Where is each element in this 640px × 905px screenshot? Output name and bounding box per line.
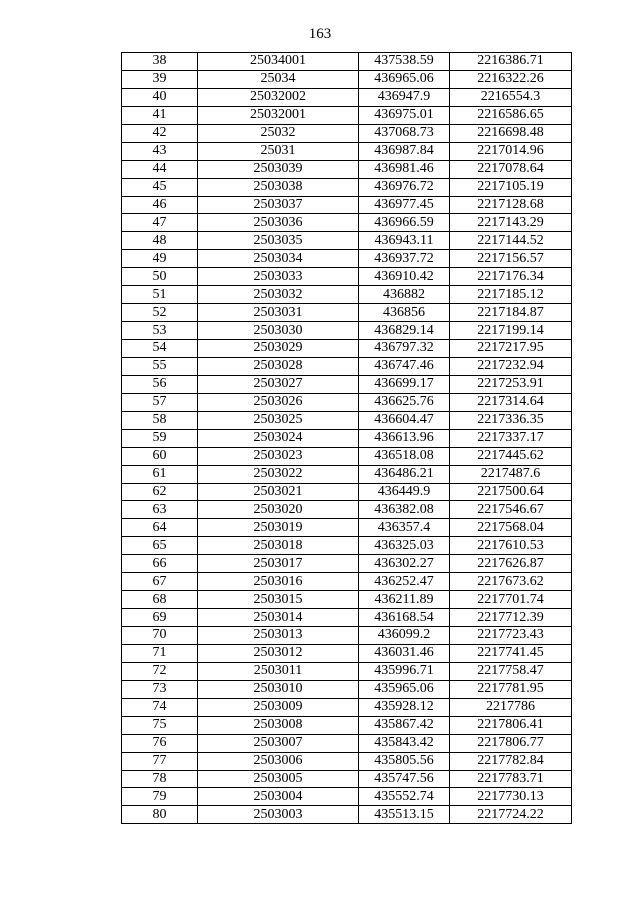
table-row (122, 644, 572, 662)
row-index-cell: 58 (122, 411, 198, 429)
y-coordinate-cell: 2216586.65 (450, 106, 572, 124)
row-index-cell: 51 (122, 286, 198, 304)
point-id-cell: 2503036 (198, 214, 359, 232)
table-row (122, 501, 572, 519)
y-coordinate-cell: 2217253.91 (450, 375, 572, 393)
point-id-cell: 2503020 (198, 501, 359, 519)
x-coordinate-cell: 435843.42 (359, 734, 450, 752)
table-row (122, 770, 572, 788)
row-index-cell: 56 (122, 375, 198, 393)
row-index-cell: 40 (122, 88, 198, 106)
table-row (122, 483, 572, 501)
x-coordinate-cell: 436699.17 (359, 375, 450, 393)
y-coordinate-cell: 2217783.71 (450, 770, 572, 788)
x-coordinate-cell: 436382.08 (359, 501, 450, 519)
row-index-cell: 76 (122, 734, 198, 752)
table-row (122, 124, 572, 142)
point-id-cell: 2503011 (198, 662, 359, 680)
x-coordinate-cell: 436031.46 (359, 644, 450, 662)
table-row (122, 447, 572, 465)
row-index-cell: 44 (122, 160, 198, 178)
y-coordinate-cell: 2217712.39 (450, 609, 572, 627)
row-index-cell: 63 (122, 501, 198, 519)
row-index-cell: 72 (122, 662, 198, 680)
table-row (122, 752, 572, 770)
point-id-cell: 25034 (198, 70, 359, 88)
x-coordinate-cell: 436987.84 (359, 142, 450, 160)
table-row (122, 609, 572, 627)
row-index-cell: 52 (122, 304, 198, 322)
row-index-cell: 46 (122, 196, 198, 214)
table-row (122, 734, 572, 752)
table-row (122, 232, 572, 250)
y-coordinate-cell: 2217144.52 (450, 232, 572, 250)
table-row (122, 250, 572, 268)
x-coordinate-cell: 436252.47 (359, 573, 450, 591)
point-id-cell: 2503031 (198, 304, 359, 322)
point-id-cell: 2503012 (198, 644, 359, 662)
point-id-cell: 2503038 (198, 178, 359, 196)
y-coordinate-cell: 2217730.13 (450, 788, 572, 806)
y-coordinate-cell: 2216554.3 (450, 88, 572, 106)
y-coordinate-cell: 2217176.34 (450, 268, 572, 286)
y-coordinate-cell: 2217786 (450, 698, 572, 716)
point-id-cell: 25034001 (198, 53, 359, 71)
table-row (122, 806, 572, 824)
y-coordinate-cell: 2217610.53 (450, 537, 572, 555)
table-row (122, 788, 572, 806)
coordinates-table-body (122, 53, 572, 824)
point-id-cell: 25032 (198, 124, 359, 142)
row-index-cell: 49 (122, 250, 198, 268)
table-row (122, 555, 572, 573)
x-coordinate-cell: 435965.06 (359, 680, 450, 698)
x-coordinate-cell: 436981.46 (359, 160, 450, 178)
x-coordinate-cell: 436975.01 (359, 106, 450, 124)
row-index-cell: 73 (122, 680, 198, 698)
table-row (122, 322, 572, 340)
x-coordinate-cell: 436302.27 (359, 555, 450, 573)
table-row (122, 88, 572, 106)
x-coordinate-cell: 436625.76 (359, 393, 450, 411)
x-coordinate-cell: 436943.11 (359, 232, 450, 250)
y-coordinate-cell: 2217626.87 (450, 555, 572, 573)
table-row (122, 411, 572, 429)
x-coordinate-cell: 436977.45 (359, 196, 450, 214)
table-row (122, 591, 572, 609)
point-id-cell: 2503021 (198, 483, 359, 501)
table-row (122, 698, 572, 716)
point-id-cell: 2503010 (198, 680, 359, 698)
y-coordinate-cell: 2217184.87 (450, 304, 572, 322)
point-id-cell: 25032002 (198, 88, 359, 106)
point-id-cell: 2503004 (198, 788, 359, 806)
x-coordinate-cell: 435928.12 (359, 698, 450, 716)
point-id-cell: 2503008 (198, 716, 359, 734)
point-id-cell: 2503017 (198, 555, 359, 573)
x-coordinate-cell: 436099.2 (359, 627, 450, 645)
point-id-cell: 2503032 (198, 286, 359, 304)
table-row (122, 142, 572, 160)
x-coordinate-cell: 435805.56 (359, 752, 450, 770)
point-id-cell: 2503018 (198, 537, 359, 555)
point-id-cell: 25032001 (198, 106, 359, 124)
row-index-cell: 74 (122, 698, 198, 716)
y-coordinate-cell: 2217781.95 (450, 680, 572, 698)
y-coordinate-cell: 2217128.68 (450, 196, 572, 214)
x-coordinate-cell: 436168.54 (359, 609, 450, 627)
table-row (122, 465, 572, 483)
x-coordinate-cell: 436357.4 (359, 519, 450, 537)
point-id-cell: 2503034 (198, 250, 359, 268)
point-id-cell: 2503009 (198, 698, 359, 716)
y-coordinate-cell: 2217336.35 (450, 411, 572, 429)
row-index-cell: 62 (122, 483, 198, 501)
row-index-cell: 71 (122, 644, 198, 662)
table-row (122, 70, 572, 88)
row-index-cell: 77 (122, 752, 198, 770)
y-coordinate-cell: 2217741.45 (450, 644, 572, 662)
table-row (122, 340, 572, 358)
y-coordinate-cell: 2217185.12 (450, 286, 572, 304)
x-coordinate-cell: 436604.47 (359, 411, 450, 429)
y-coordinate-cell: 2217232.94 (450, 357, 572, 375)
row-index-cell: 42 (122, 124, 198, 142)
x-coordinate-cell: 436797.32 (359, 340, 450, 358)
table-row (122, 178, 572, 196)
point-id-cell: 2503025 (198, 411, 359, 429)
row-index-cell: 78 (122, 770, 198, 788)
table-row (122, 304, 572, 322)
x-coordinate-cell: 437538.59 (359, 53, 450, 71)
point-id-cell: 2503015 (198, 591, 359, 609)
table-row (122, 393, 572, 411)
page-number: 163 (308, 26, 332, 42)
x-coordinate-cell: 436910.42 (359, 268, 450, 286)
x-coordinate-cell: 436211.89 (359, 591, 450, 609)
y-coordinate-cell: 2217673.62 (450, 573, 572, 591)
point-id-cell: 2503014 (198, 609, 359, 627)
x-coordinate-cell: 436966.59 (359, 214, 450, 232)
point-id-cell: 2503039 (198, 160, 359, 178)
point-id-cell: 25031 (198, 142, 359, 160)
x-coordinate-cell: 435747.56 (359, 770, 450, 788)
point-id-cell: 2503013 (198, 627, 359, 645)
y-coordinate-cell: 2217445.62 (450, 447, 572, 465)
x-coordinate-cell: 437068.73 (359, 124, 450, 142)
row-index-cell: 48 (122, 232, 198, 250)
point-id-cell: 2503006 (198, 752, 359, 770)
point-id-cell: 2503023 (198, 447, 359, 465)
y-coordinate-cell: 2217758.47 (450, 662, 572, 680)
x-coordinate-cell: 436325.03 (359, 537, 450, 555)
row-index-cell: 67 (122, 573, 198, 591)
y-coordinate-cell: 2217806.77 (450, 734, 572, 752)
row-index-cell: 68 (122, 591, 198, 609)
x-coordinate-cell: 436856 (359, 304, 450, 322)
table-row (122, 106, 572, 124)
x-coordinate-cell: 436937.72 (359, 250, 450, 268)
point-id-cell: 2503037 (198, 196, 359, 214)
table-row (122, 268, 572, 286)
y-coordinate-cell: 2217105.19 (450, 178, 572, 196)
x-coordinate-cell: 436882 (359, 286, 450, 304)
row-index-cell: 60 (122, 447, 198, 465)
y-coordinate-cell: 2217199.14 (450, 322, 572, 340)
row-index-cell: 41 (122, 106, 198, 124)
y-coordinate-cell: 2217143.29 (450, 214, 572, 232)
row-index-cell: 70 (122, 627, 198, 645)
x-coordinate-cell: 436829.14 (359, 322, 450, 340)
point-id-cell: 2503005 (198, 770, 359, 788)
y-coordinate-cell: 2217014.96 (450, 142, 572, 160)
x-coordinate-cell: 436613.96 (359, 429, 450, 447)
point-id-cell: 2503003 (198, 806, 359, 824)
row-index-cell: 80 (122, 806, 198, 824)
table-row (122, 160, 572, 178)
x-coordinate-cell: 436449.9 (359, 483, 450, 501)
y-coordinate-cell: 2216698.48 (450, 124, 572, 142)
point-id-cell: 2503033 (198, 268, 359, 286)
row-index-cell: 54 (122, 340, 198, 358)
row-index-cell: 50 (122, 268, 198, 286)
x-coordinate-cell: 435513.15 (359, 806, 450, 824)
table-row (122, 662, 572, 680)
table-row (122, 519, 572, 537)
y-coordinate-cell: 2217782.84 (450, 752, 572, 770)
point-id-cell: 2503029 (198, 340, 359, 358)
row-index-cell: 43 (122, 142, 198, 160)
table-row (122, 429, 572, 447)
point-id-cell: 2503030 (198, 322, 359, 340)
point-id-cell: 2503024 (198, 429, 359, 447)
row-index-cell: 55 (122, 357, 198, 375)
table-row (122, 537, 572, 555)
x-coordinate-cell: 436947.9 (359, 88, 450, 106)
point-id-cell: 2503022 (198, 465, 359, 483)
y-coordinate-cell: 2216322.26 (450, 70, 572, 88)
table-row (122, 357, 572, 375)
table-row (122, 627, 572, 645)
y-coordinate-cell: 2216386.71 (450, 53, 572, 71)
y-coordinate-cell: 2217337.17 (450, 429, 572, 447)
row-index-cell: 64 (122, 519, 198, 537)
y-coordinate-cell: 2217156.57 (450, 250, 572, 268)
point-id-cell: 2503019 (198, 519, 359, 537)
row-index-cell: 66 (122, 555, 198, 573)
x-coordinate-cell: 436518.08 (359, 447, 450, 465)
row-index-cell: 57 (122, 393, 198, 411)
row-index-cell: 47 (122, 214, 198, 232)
table-row (122, 286, 572, 304)
table-row (122, 573, 572, 591)
x-coordinate-cell: 435867.42 (359, 716, 450, 734)
row-index-cell: 45 (122, 178, 198, 196)
y-coordinate-cell: 2217723.43 (450, 627, 572, 645)
y-coordinate-cell: 2217724.22 (450, 806, 572, 824)
row-index-cell: 65 (122, 537, 198, 555)
row-index-cell: 75 (122, 716, 198, 734)
point-id-cell: 2503026 (198, 393, 359, 411)
table-row (122, 375, 572, 393)
x-coordinate-cell: 436976.72 (359, 178, 450, 196)
point-id-cell: 2503016 (198, 573, 359, 591)
y-coordinate-cell: 2217078.64 (450, 160, 572, 178)
row-index-cell: 59 (122, 429, 198, 447)
table-row (122, 680, 572, 698)
row-index-cell: 38 (122, 53, 198, 71)
row-index-cell: 53 (122, 322, 198, 340)
row-index-cell: 79 (122, 788, 198, 806)
y-coordinate-cell: 2217546.67 (450, 501, 572, 519)
row-index-cell: 69 (122, 609, 198, 627)
table-row (122, 214, 572, 232)
y-coordinate-cell: 2217806.41 (450, 716, 572, 734)
point-id-cell: 2503027 (198, 375, 359, 393)
y-coordinate-cell: 2217568.04 (450, 519, 572, 537)
x-coordinate-cell: 436965.06 (359, 70, 450, 88)
row-index-cell: 39 (122, 70, 198, 88)
y-coordinate-cell: 2217487.6 (450, 465, 572, 483)
y-coordinate-cell: 2217701.74 (450, 591, 572, 609)
coordinates-table (121, 52, 572, 824)
point-id-cell: 2503028 (198, 357, 359, 375)
table-row (122, 53, 572, 71)
x-coordinate-cell: 435996.71 (359, 662, 450, 680)
table-row (122, 716, 572, 734)
table-row (122, 196, 572, 214)
x-coordinate-cell: 435552.74 (359, 788, 450, 806)
y-coordinate-cell: 2217500.64 (450, 483, 572, 501)
x-coordinate-cell: 436486.21 (359, 465, 450, 483)
point-id-cell: 2503007 (198, 734, 359, 752)
y-coordinate-cell: 2217217.95 (450, 340, 572, 358)
y-coordinate-cell: 2217314.64 (450, 393, 572, 411)
row-index-cell: 61 (122, 465, 198, 483)
point-id-cell: 2503035 (198, 232, 359, 250)
x-coordinate-cell: 436747.46 (359, 357, 450, 375)
